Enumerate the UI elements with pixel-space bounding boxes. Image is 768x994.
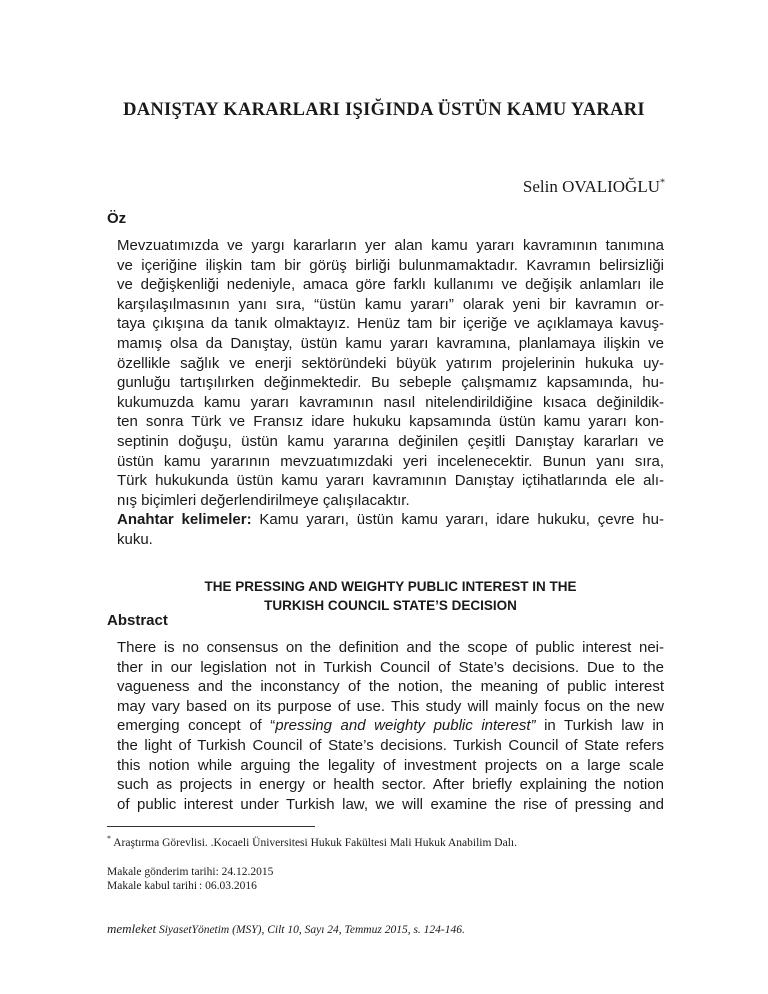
abstract-paragraph [117, 638, 664, 814]
footnote [107, 834, 517, 849]
abstract-heading: Abstract [107, 612, 168, 629]
abstract-line: of public interest under Turkish law, we will examine the rise of pressing and [117, 795, 664, 813]
keywords-label: Anahtar kelimeler: [117, 511, 252, 528]
author [523, 177, 665, 197]
oz-line: nış biçimleri değerlendirilmeye çalışılacaktır. [117, 491, 410, 509]
abstract-line: this notion while arguing the legality of investment projects on a large scale [117, 756, 664, 774]
abstract-line-emphasis: emerging concept of “pressing and weighty public interest” in Turkish law in [117, 717, 664, 735]
oz-paragraph [117, 236, 664, 510]
author-name: Selin OVALIOĞLU [522, 177, 660, 196]
oz-line: üstün kamu yararının mevzuatımızdaki yeri incelenecektir. Bunun yanı sıra, [117, 452, 664, 470]
author-footnote-mark: * [660, 177, 665, 189]
english-title-line-2: TURKISH COUNCIL STATE’S DECISION [264, 598, 517, 613]
emphasized-term: pressing and weighty public interest” [275, 717, 536, 735]
keywords-text: Kamu yararı, üstün kamu yararı, idare hukuku, çevre hu- [251, 511, 664, 528]
journal-brand: memleket [107, 921, 157, 936]
abstract-line: ther in our legislation not in Turkish Council of State’s decisions. Due to the [117, 658, 664, 676]
oz-line: özellikle sağlık ve enerji sektöründeki büyük yatırım projelerinin hukuka uy- [117, 354, 664, 372]
oz-line: septinin doğuşu, üstün kamu yararına değinilen çeşitli Danıştay kararları ve [117, 432, 664, 450]
acceptance-label: Makale kabul tarihi [107, 880, 198, 892]
oz-line: ve içeriğine ilişkin tam bir görüş birliği bulunmamaktadır. Kavramın belirsizliği [117, 256, 664, 274]
abstract-line: the light of Turkish Council of State’s decisions. Turkish Council of State refers [117, 736, 664, 754]
article-title: DANIŞTAY KARARLARI IŞIĞINDA ÜSTÜN KAMU YARARI [123, 100, 645, 120]
keywords-line-2: kuku. [117, 530, 153, 548]
oz-line: ve değişkenliği nedeniyle, amaca göre farklı kullanımı ve değişik anlamları ile [117, 276, 664, 294]
footnote-divider [107, 826, 315, 827]
abstract-line: There is no consensus on the definition and the scope of public interest nei- [117, 639, 664, 656]
oz-heading: Öz [107, 210, 127, 227]
keywords [117, 510, 664, 549]
keywords-line [117, 510, 664, 530]
citation-text: SiyasetYönetim (MSY), Cilt 10, Sayı 24, Temmuz 2015, s. 124-146. [156, 924, 465, 936]
oz-line: taya çıkışına da tanık olmaktayız. Henüz tam bir içeriğe ve açıklamaya kavuş- [117, 315, 664, 333]
abstract-line: may vary based on its purpose of use. This study will mainly focus on the new [117, 697, 664, 715]
acceptance-value: : 06.03.2016 [199, 880, 257, 892]
footnote-text: Araştırma Görevlisi. .Kocaeli Üniversitesi Hukuk Fakültesi Mali Hukuk Anabilim Dalı. [111, 836, 517, 849]
submission-label: Makale gönderim tarihi: [107, 866, 219, 878]
english-title-line-1: THE PRESSING AND WEIGHTY PUBLIC INTEREST IN THE [204, 579, 577, 594]
oz-line: Türk hukukunda üstün kamu yararı kavramının Danıştay içtihatlarında ele alı- [117, 472, 664, 490]
oz-line: ten sonra Türk ve Fransız idare hukuku kapsamında üstün kamu yararı kon- [117, 413, 664, 431]
footnote-mark: * [107, 834, 111, 843]
oz-line: mamış olsa da Danıştay, üstün kamu yararı kavramına, planlamaya ilişkin ve [117, 334, 664, 352]
journal-citation [107, 921, 465, 937]
submission-date [107, 866, 273, 878]
acceptance-date [107, 880, 257, 892]
submission-value: 24.12.2015 [218, 866, 274, 878]
oz-line: kukumuzda kamu yararı kavramının nasıl nitelendirildiğine kısaca değinildik- [117, 393, 664, 411]
oz-line: karşılaşılmasının yanı sıra, “üstün kamu yararı” olarak yeni bir kavramın or- [117, 295, 664, 313]
abstract-line: vagueness and the inconstancy of the notion, the meaning of public interest [117, 678, 664, 696]
oz-line: Mevzuatımızda ve yargı kararların yer alan kamu yararı kavramının tanımına [117, 237, 664, 254]
abstract-line: such as projects in energy or health sector. After briefly explaining the notion [117, 776, 664, 794]
english-title [117, 577, 664, 615]
oz-line: gunluğu tartışılırken değinmektedir. Bu sebeple çalışmamız kapsamında, hu- [117, 374, 664, 392]
